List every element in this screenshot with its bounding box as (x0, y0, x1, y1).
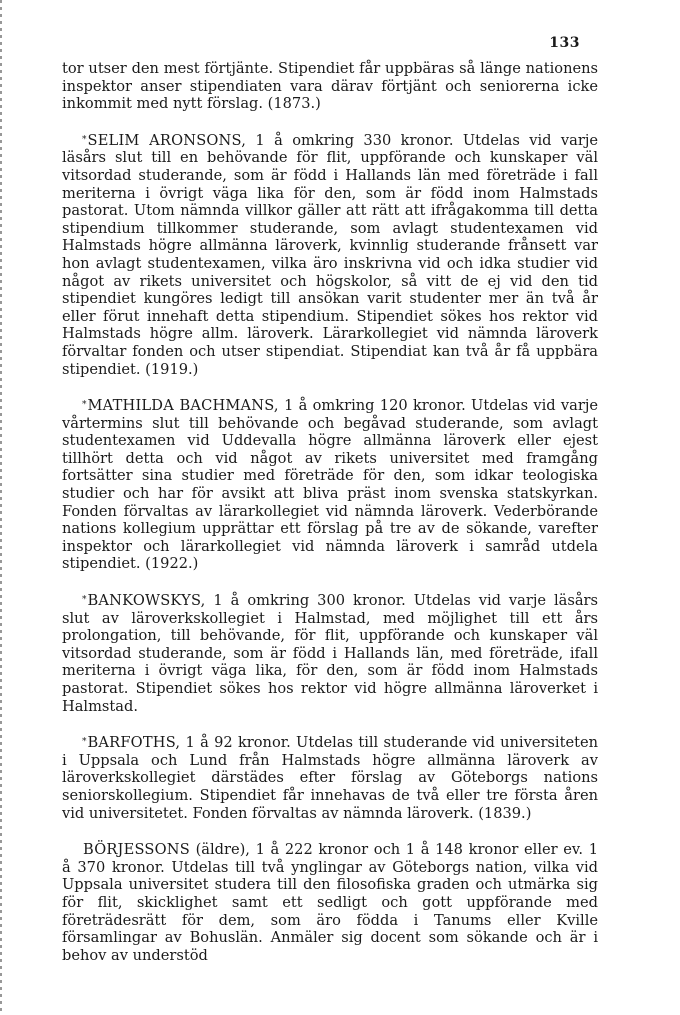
paragraph-text: 1 å 92 kronor. Utdelas till studerande vid universiteten i Uppsala och Lund från Halmstads högre allmänna läroverk av läroverkskollegiet därstädes efter förslag av Göteborgs nations seniorskollegium. Stipendiet får innehavas de två eller tre första åren vid universitetet. Fonden förvaltas av nämnda läroverk. (1839.) (62, 734, 598, 822)
paragraph-text: 1 å omkring 300 kronor. Utdelas vid varje läsårs slut av läroverkskollegiet i Halmstad, med möjlighet till ett års prolongation, till behövande, för flit, uppförande och kunskaper väl vitsordad studerande, som är född i Hallands län, med företräde, ifall meriterna i övrigt väga lika, för den, som är född inom Halmstads pastorat. Stipendiet sökes hos rektor vid högre allmänna läroverket i Halmstad. (62, 592, 598, 715)
paragraph-borjessons (62, 841, 598, 964)
asterisk-mark: * (82, 400, 87, 411)
paragraph-mathilda-bachmans (62, 397, 598, 573)
paragraph-selim-aronsons (62, 132, 598, 378)
page-number: 133 (549, 35, 580, 51)
paragraph-bankowskys (62, 592, 598, 715)
paragraph-barfoths (62, 734, 598, 822)
paragraph-continuation (62, 60, 598, 113)
asterisk-mark: * (82, 737, 87, 748)
stipend-name: BANKOWSKYS, (87, 592, 206, 610)
stipend-name: SELIM ARONSONS, (87, 131, 247, 149)
asterisk-mark: * (82, 134, 87, 145)
stipend-name: BÖRJESSONS (83, 841, 190, 859)
paragraph-text: 1 å omkring 330 kronor. Utdelas vid varje läsårs slut till en behövande för flit, uppförande och kunskaper väl vitsordad studerande, som är född i Hallands län med företräde i fall meriterna i övrigt väga lika för den, som är född inom Halmstads pastorat. Utom nämnda villkor gäller att rätt att ifrågakomma till detta stipendium tillkommer studerande, som avlagt studentexamen vid Halmstads högre allmänna läroverk, kvinnlig studerande frånsett var hon avlagt studentexamen, vilka äro inskrivna vid och idka studier vid något av rikets universitet och högskolor, så vitt de ej vid den tid stipendiet kungöres ledigt till ansökan varit studenter mer än två år eller förut innehaft detta stipendium. Stipendiet sökes hos rektor vid Halmstads högre allm. läroverk. Lärarkollegiet vid nämnda läroverk förvaltar fonden och utser stipendiat. Stipendiat kan två år få uppbära stipendiet. (1919.) (62, 131, 598, 378)
stipend-name: MATHILDA BACHMANS, (87, 397, 279, 415)
paragraph-text: 1 å omkring 120 kronor. Utdelas vid varje vårtermins slut till behövande och begåvad studerande, som avlagt studentexamen vid Uddevalla högre allmänna läroverk eller ejest tillhört detta och vid något av rikets universitet med framgång fortsätter sina studier med företräde för den, som idkar teologiska studier och har för avsikt att bliva präst inom svenska statskyrkan. Fonden förvaltas av lärarkollegiet vid nämnda läroverk. Vederbörande nations kollegium upprättar ett förslag på tre av de sökande, varefter inspektor och lärarkollegiet vid nämnda läroverk i samråd utdela stipendiet. (1922.) (62, 397, 598, 573)
scan-edge-border (0, 0, 2, 1015)
paragraph-text: (äldre), 1 å 222 kronor och 1 å 148 kronor eller ev. 1 å 370 kronor. Utdelas till två ynglingar av Göteborgs nation, vilka vid Uppsala universitet studera till den filosofiska graden och utmärka sig för flit, skicklighet samt ett sedligt och gott uppförande med företrädesrätt för dem, som äro födda i Tanums eller Kville församlingar av Bohuslän. Anmäler sig docent som sökande och är i behov av understöd (62, 841, 598, 964)
asterisk-mark: * (82, 595, 87, 606)
stipend-name: BARFOTHS, (87, 734, 181, 752)
text-column (62, 60, 598, 983)
paragraph-text: tor utser den mest förtjänte. Stipendiet får uppbäras så länge nationens inspektor anser stipendiaten vara därav förtjänt och seniorerna icke inkommit med nytt förslag. (1873.) (62, 60, 598, 113)
